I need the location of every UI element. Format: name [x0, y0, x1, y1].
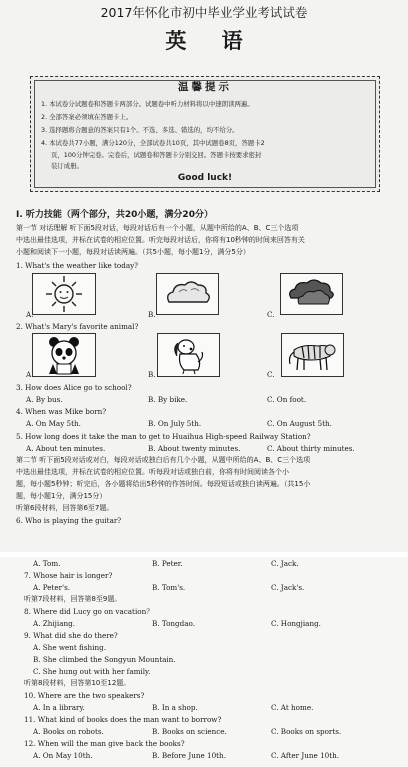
- q10-option-b: B. In a shop.: [152, 703, 198, 712]
- q2-option-a: A.: [26, 370, 34, 379]
- q6-option-a: A. Tom.: [33, 559, 61, 568]
- q11-option-a: A. Books on robots.: [33, 727, 104, 736]
- q10-option-c: C. At home.: [271, 703, 314, 712]
- q4-option-a: A. On May 5th.: [26, 419, 81, 428]
- q9-option-c: C. She hung out with her family.: [33, 667, 151, 676]
- q4-option-b: B. On July 5th.: [148, 419, 202, 428]
- question-9-stem: 9. What did she do there?: [24, 631, 118, 640]
- q12-option-c: C. After June 10th.: [271, 751, 340, 760]
- part2-instruction-line-4: 题，每小题1分，满分15分）: [16, 492, 107, 500]
- subject-title: 英 语: [165, 29, 257, 53]
- tip-line-5: 页，100分钟完卷。完卷后，试题卷和答题卡分别交回。答题卡按要求密封: [51, 151, 262, 159]
- q7-option-a: A. Peter's.: [33, 583, 71, 592]
- rain-cloud-icon: [280, 273, 343, 315]
- tiger-icon: [281, 333, 344, 377]
- q12-option-a: A. On May 10th.: [33, 751, 93, 760]
- part1-instruction-line-1: 第一节 对话理解 听下面5段对话，每段对话后有一个小题，从题中所给的A、B、C三个选项: [16, 224, 299, 232]
- question-12-stem: 12. When will the man give back the books?: [24, 739, 185, 748]
- question-5-stem: 5. How long does it take the man to get to Huaihua High-speed Railway Station?: [16, 432, 311, 441]
- tip-line-3: 3. 选择题将合题意的答案只有1个。不选、多选、错选的，均不给分。: [41, 126, 239, 134]
- tips-box-inner-border: [34, 80, 376, 188]
- q8-option-a: A. Zhijiang.: [33, 619, 76, 628]
- question-3-stem: 3. How does Alice go to school?: [16, 383, 132, 392]
- good-luck-text: Good luck!: [177, 173, 233, 183]
- sun-icon: [32, 273, 96, 315]
- dog-icon: [157, 333, 220, 377]
- q9-option-b: B. She climbed the Songyun Mountain.: [33, 655, 176, 664]
- question-7-stem: 7. Whose hair is longer?: [24, 571, 113, 580]
- part2-instruction-line-2: 中选出最佳选项，并标在试卷的相应位置。听每段对话或独白前，你将有时间阅读各个小: [16, 468, 289, 476]
- question-2-stem: 2. What's Mary's favorite animal?: [16, 322, 139, 331]
- q7-option-c: C. Jack's.: [271, 583, 305, 592]
- q5-option-b: B. About twenty minutes.: [148, 444, 241, 453]
- tip-line-6: 装订成册。: [51, 162, 83, 170]
- tips-box: [30, 76, 380, 192]
- q3-option-a: A. By bus.: [26, 395, 63, 404]
- tip-line-1: 1. 本试卷分试题卷和答题卡两部分。试题卷中听力材料将以中速朗读两遍。: [41, 100, 254, 108]
- part2-instruction-line-5: 听第6段材料，回答第6至7题。: [16, 504, 114, 512]
- q1-option-b: B.: [148, 310, 156, 319]
- q12-option-b: B. Before June 10th.: [152, 751, 226, 760]
- q8-option-c: C. Hongjiang.: [271, 619, 321, 628]
- q11-option-c: C. Books on sports.: [271, 727, 342, 736]
- question-1-stem: 1. What's the weather like today?: [16, 261, 139, 270]
- q9-option-a: A. She went fishing.: [33, 643, 106, 652]
- part2-instruction-line-3: 题，每小题5秒钟；听完后，各小题将给出5秒钟的作答时间。每段短话或独白读两遍。（共15小: [16, 480, 311, 488]
- q5-option-c: C. About thirty minutes.: [267, 444, 355, 453]
- q1-option-a: A.: [26, 310, 34, 319]
- tip-line-2: 2. 全部答案必须填在答题卡上。: [41, 113, 133, 121]
- question-4-stem: 4. When was Mike born?: [16, 407, 107, 416]
- q6-option-c: C. Jack.: [271, 559, 299, 568]
- cloud-icon: [156, 273, 219, 315]
- listening-note-8: 听第8段材料，回答第10至12题。: [24, 679, 131, 687]
- question-8-stem: 8. Where did Lucy go on vacation？: [24, 607, 154, 616]
- part1-instruction-line-3: 小题和阅读下一小题，每段对话读两遍。（共5小题，每小题1分，满分5分）: [16, 248, 250, 256]
- q4-option-c: C. On August 5th.: [267, 419, 332, 428]
- q7-option-b: B. Tom's.: [152, 583, 186, 592]
- question-6-stem: 6. Who is playing the guitar?: [16, 516, 122, 525]
- exam-page-2: [0, 557, 408, 767]
- part2-instruction-line-1: 第二节 听下面5段对话或对白，每段对话或独白后有几个小题，从题中所给的A、B、C三个选项: [16, 456, 311, 464]
- question-10-stem: 10. Where are the two speakers?: [24, 691, 145, 700]
- listening-note-7: 听第7段材料，回答第8至9题。: [24, 595, 122, 603]
- tips-title: 温馨提示: [178, 81, 232, 93]
- part1-instruction-line-2: 中选出最佳选项，并标在试卷的相应位置。听完每段对话后，你将有10秒钟的时间来回答有关: [16, 236, 305, 244]
- q1-option-c: C.: [267, 310, 275, 319]
- q2-option-c: C.: [267, 370, 275, 379]
- q11-option-b: B. Books on science.: [152, 727, 227, 736]
- exam-title: 2017年怀化市初中毕业学业考试试卷: [100, 5, 308, 20]
- q3-option-c: C. On foot.: [267, 395, 307, 404]
- q8-option-b: B. Tongdao.: [152, 619, 196, 628]
- section-1-heading: Ⅰ. 听力技能（两个部分，共20小题，满分20分）: [16, 210, 213, 220]
- tip-line-4: 4. 本试卷共77小题，满分120分，全部试卷共10页，其中试题卷8页，答题卡2: [41, 139, 265, 147]
- question-11-stem: 11. What kind of books does the man want to borrow?: [24, 715, 222, 724]
- q10-option-a: A. In a library.: [33, 703, 85, 712]
- q6-option-b: B. Peter.: [152, 559, 183, 568]
- q3-option-b: B. By bike.: [148, 395, 188, 404]
- q5-option-a: A. About ten minutes.: [26, 444, 106, 453]
- panda-icon: [32, 333, 96, 377]
- q2-option-b: B.: [148, 370, 156, 379]
